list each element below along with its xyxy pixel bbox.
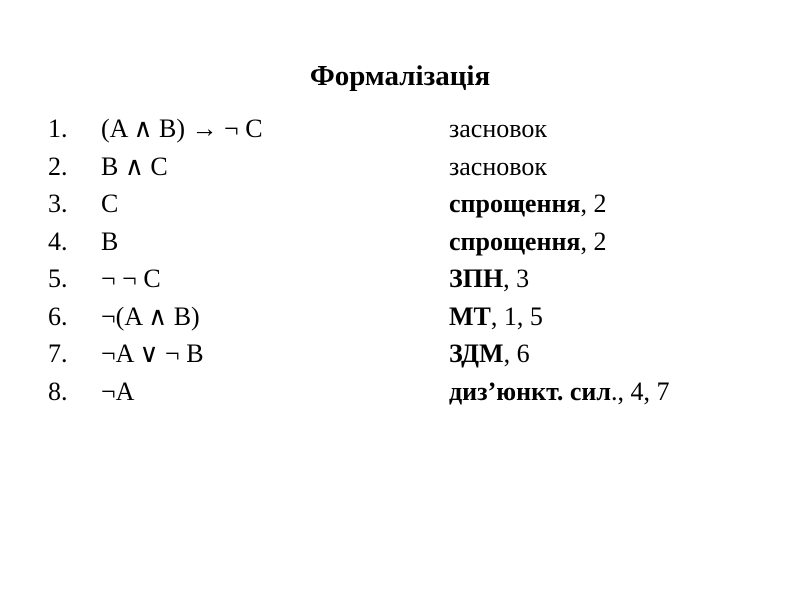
- justification-refs: , 2: [580, 189, 607, 218]
- step-number: 8.: [48, 376, 68, 406]
- step-formula: ¬ ¬ C: [101, 264, 161, 293]
- step-formula: C: [101, 189, 119, 218]
- step-formula: ¬A ∨ ¬ B: [101, 339, 204, 368]
- justification-refs: засновок: [449, 151, 547, 181]
- step-number: 5.: [48, 264, 68, 293]
- step-justification: [449, 185, 607, 223]
- proof-step: [0, 110, 800, 148]
- step-number: 3.: [48, 189, 68, 218]
- step-formula: ¬A: [101, 376, 135, 406]
- proof-step: [0, 148, 800, 186]
- step-number: 7.: [48, 339, 68, 368]
- step-formula: ¬(A ∧ B): [101, 301, 200, 331]
- step-justification: [449, 335, 530, 373]
- step-number: 2.: [48, 151, 68, 181]
- inference-rule: спрощення: [449, 226, 581, 256]
- inference-rule: диз’юнкт. сил: [449, 376, 611, 406]
- step-justification: [449, 148, 547, 186]
- step-justification: [449, 260, 529, 298]
- inference-rule: ЗДМ: [449, 339, 504, 368]
- step-number: 1.: [48, 114, 68, 143]
- step-number: 6.: [48, 301, 68, 331]
- inference-rule: спрощення: [449, 189, 581, 218]
- justification-refs: , 1, 5: [490, 301, 543, 331]
- step-justification: [449, 110, 547, 148]
- justification-refs: ., 4, 7: [611, 376, 670, 406]
- proof-step: [0, 223, 800, 261]
- step-justification: [449, 373, 670, 411]
- justification-refs: , 2: [580, 226, 607, 256]
- proof-step: [0, 185, 800, 223]
- inference-rule: МТ: [449, 301, 491, 331]
- justification-refs: , 6: [503, 339, 530, 368]
- inference-rule: ЗПН: [449, 264, 504, 293]
- step-formula: B ∧ C: [101, 151, 168, 181]
- justification-refs: засновок: [449, 114, 547, 143]
- proof-step: [0, 373, 800, 411]
- proof-steps: [0, 110, 800, 410]
- step-justification: [449, 223, 607, 261]
- proof-step: [0, 298, 800, 336]
- step-formula: (A ∧ B) → ¬ C: [101, 114, 263, 143]
- justification-refs: , 3: [503, 264, 530, 293]
- proof-step: [0, 335, 800, 373]
- step-formula: B: [101, 226, 119, 256]
- step-number: 4.: [48, 226, 68, 256]
- step-justification: [449, 298, 543, 336]
- slide-title: Формалізація: [309, 60, 491, 92]
- proof-step: [0, 260, 800, 298]
